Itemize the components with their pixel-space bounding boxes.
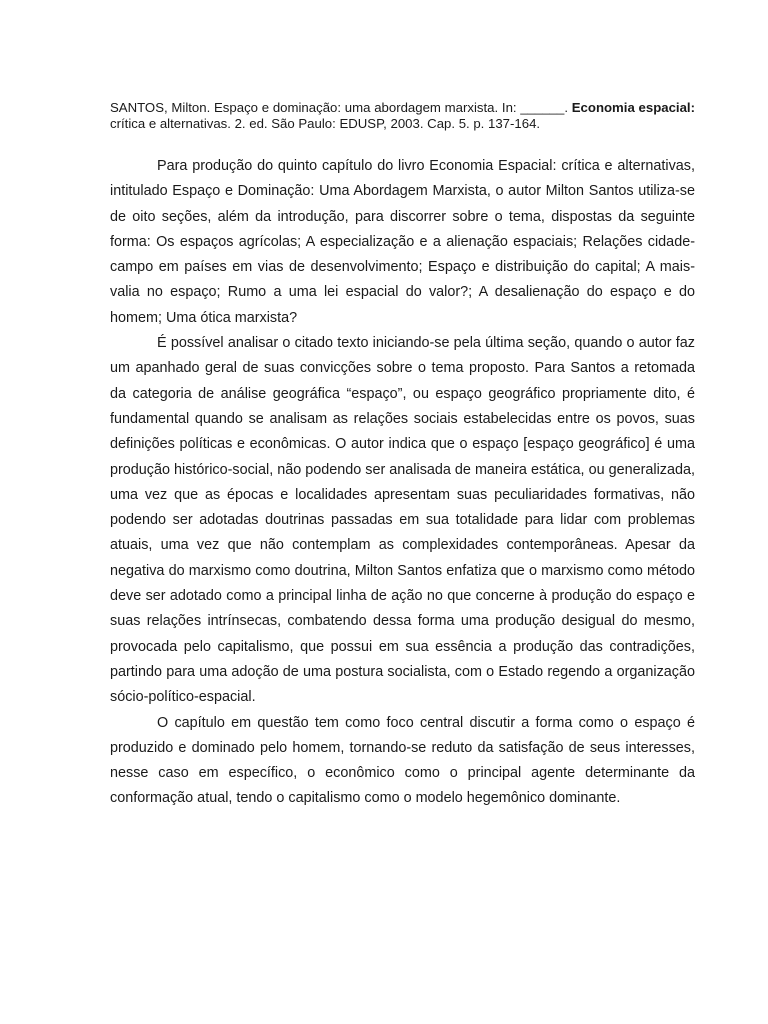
reference-edition-details: crítica e alternativas. 2. ed. São Paulo: EDUSP, 2003. Cap. 5. p. 137-164. (110, 116, 541, 131)
document-page (110, 100, 695, 812)
paragraph-chapter-focus: O capítulo em questão tem como foco central discutir a forma como o espaço é produzido e dominado pelo homem, tornando-se reduto da satisfação de seus interesses, nesse caso em específico, o econômico como o principal agente determinante da conformação atual, tendo o capitalismo como o modelo hegemônico dominante. (110, 714, 695, 807)
reference-book-title: Economia espacial: (571, 100, 695, 115)
reference-authors-and-chapter: SANTOS, Milton. Espaço e dominação: uma abordagem marxista. In: ______. (110, 100, 572, 115)
paragraph-analysis: É possível analisar o citado texto iniciando-se pela última seção, quando o autor faz um apanhado geral de suas convicções sobre o tema proposto. Para Santos a retomada da categoria de análise geográfica “espaço”, ou espaço geográfico propriamente dito, é fundamental quando se analisam as relações sociais estabelecidas entre os povos, suas definições políticas e econômicas. O autor indica que o espaço [espaço geográfico] é uma produção histórico-social, não podendo ser analisada de maneira estática, ou generalizada, uma vez que as épocas e localidades apresentam suas peculiaridades formativas, não podendo ser adotadas doutrinas passadas em sua totalidade para lidar com problemas atuais, uma vez que não contemplam as complexidades contemporâneas. Apesar da negativa do marxismo como doutrina, Milton Santos enfatiza que o marxismo como método deve ser adotado como a principal linha de ação no que concerne à produção do espaço e suas relações intrínsecas, combatendo dessa forma uma produção desigual do mesmo, provocada pelo capitalismo, que possui em sua essência a produção das contradições, partindo para uma adoção de uma postura socialista, com o Estado regendo a organização sócio-político-espacial. (110, 335, 695, 706)
bibliographic-reference (110, 100, 695, 132)
paragraph-introduction: Para produção do quinto capítulo do livro Economia Espacial: crítica e alternativas, intitulado Espaço e Dominação: Uma Abordagem Marxista, o autor Milton Santos utiliza-se de oito seções, além da introdução, para discorrer sobre o tema, dispostas da seguinte forma: Os espaços agrícolas; A especialização e a alienação espaciais; Relações cidade-campo em países em vias de desenvolvimento; Espaço e distribuição do capital; A mais-valia no espaço; Rumo a uma lei espacial do valor?; A desalienação do espaço e do homem; Uma ótica marxista? (110, 158, 695, 326)
